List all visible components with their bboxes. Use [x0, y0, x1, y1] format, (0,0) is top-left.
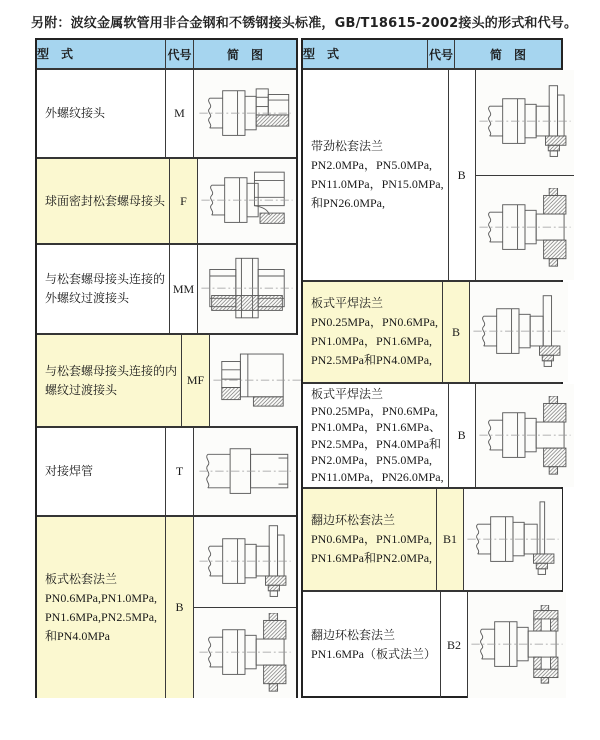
fitting-diagram-lap-flange-view — [464, 500, 562, 580]
type-line: 翻边环松套法兰 — [311, 628, 396, 642]
fitting-diagram-male-thread — [196, 74, 294, 154]
table-row — [37, 157, 296, 243]
type-line: 外螺纹过渡接头 — [45, 291, 130, 305]
table-row — [37, 243, 296, 333]
document-title: 另附：波纹金属软管用非合金钢和不锈钢接头标准，GB/T18615-2002接头的形式和代号。 — [31, 16, 578, 31]
type-line: PN0.25MPa，PN0.6MPa, — [311, 315, 439, 329]
type-line: PN1.0MPa，PN1.6MPa, — [311, 334, 433, 348]
type-cell — [303, 592, 440, 698]
code-cell: B — [448, 70, 476, 280]
type-cell — [37, 517, 165, 698]
diagram-cell — [198, 245, 296, 333]
fitting-diagram-neck-flange-section — [476, 188, 574, 268]
code-cell: MF — [181, 335, 210, 426]
diagram-frame — [468, 592, 566, 698]
table-row — [303, 280, 561, 382]
diagram-column-header: 简 图 — [226, 47, 263, 62]
type-line: PN0.6MPa，PN1.0MPa, — [311, 532, 433, 546]
diagram-cell — [464, 489, 562, 590]
code-cell: B1 — [436, 489, 464, 590]
table-row — [303, 590, 561, 698]
type-cell — [303, 489, 436, 590]
type-line: 对接焊管 — [45, 464, 94, 478]
fitting-diagram-lap-flange-section — [468, 605, 566, 685]
type-line: 与松套螺母接头连接的 — [45, 272, 166, 286]
table-header-row — [37, 40, 296, 68]
type-cell — [37, 70, 165, 157]
type-line: 螺纹过渡接头 — [45, 382, 118, 397]
fitting-diagram-female-thread — [210, 341, 308, 421]
type-line: PN11.0MPa，PN15.0MPa, — [311, 177, 444, 191]
joint-type-table-right — [301, 38, 563, 698]
diagram-frame — [194, 607, 296, 698]
code-cell: B — [448, 384, 476, 487]
diagram-cell — [194, 70, 296, 157]
type-line: PN0.6MPa,PN1.0MPa, — [45, 590, 158, 605]
code-cell: T — [165, 428, 194, 515]
table-row — [37, 68, 296, 157]
type-cell — [37, 245, 169, 333]
diagram-frame — [476, 70, 574, 175]
fitting-diagram-plate-flange-view — [196, 522, 294, 602]
type-line: PN1.6MPa,PN2.5MPa, — [45, 609, 158, 624]
diagram-frame — [194, 517, 296, 607]
type-line: 和PN26.0MPa, — [311, 196, 386, 210]
type-cell — [303, 282, 442, 382]
table-row — [303, 487, 561, 590]
code-cell: B2 — [440, 592, 468, 698]
diagram-cell — [468, 592, 566, 698]
type-line: 球面密封松套螺母接头 — [45, 193, 166, 208]
diagram-frame — [198, 245, 296, 333]
diagram-cell — [194, 428, 296, 515]
type-line: PN2.0MPa，PN5.0MPa, — [311, 158, 433, 172]
diagram-cell — [198, 159, 296, 243]
code-cell: MM — [169, 245, 198, 333]
type-line: 板式平焊法兰 — [311, 296, 384, 310]
type-cell — [37, 428, 165, 515]
fitting-diagram-weld-flange-view — [470, 292, 568, 372]
diagram-cell — [210, 335, 308, 426]
code-column-header: 代号 — [427, 40, 455, 68]
code-cell: B — [442, 282, 470, 382]
type-line: PN11.0MPa，PN26.0MPa, — [311, 469, 444, 484]
diagram-frame — [470, 282, 568, 382]
type-column-header: 型 式 — [37, 46, 74, 61]
type-line: 外螺纹接头 — [45, 106, 106, 120]
code-cell: F — [169, 159, 198, 243]
type-line: 翻边环松套法兰 — [311, 513, 396, 527]
code-cell: B — [165, 517, 194, 698]
table-row — [37, 333, 296, 426]
table-row — [37, 426, 296, 515]
code-cell: M — [165, 70, 194, 157]
diagram-frame — [194, 428, 296, 515]
type-line: 板式松套法兰 — [45, 571, 118, 586]
table-row — [303, 68, 561, 280]
diagram-frame — [476, 384, 574, 487]
diagram-column-header: 简 图 — [489, 47, 526, 62]
type-cell — [303, 384, 448, 487]
diagram-frame — [198, 159, 296, 243]
type-cell — [303, 70, 448, 280]
diagram-cell — [194, 517, 296, 698]
type-line: PN1.6MPa和PN2.0MPa, — [311, 551, 433, 565]
code-column-header: 代号 — [165, 40, 194, 68]
type-cell — [37, 335, 181, 426]
type-cell — [37, 159, 169, 243]
diagram-cell — [476, 384, 574, 487]
type-column-header: 型 式 — [303, 46, 340, 61]
fitting-diagram-plate-flange-section — [196, 613, 294, 693]
type-line: 带劲松套法兰 — [311, 139, 384, 153]
diagram-frame — [476, 175, 574, 281]
joint-type-table-left — [35, 38, 298, 698]
fitting-diagram-butt-weld — [196, 432, 294, 512]
type-line: PN1.6MPa（板式法兰） — [311, 647, 437, 661]
fitting-diagram-union-nut — [198, 161, 296, 241]
type-line: PN2.5MPa，PN4.0MPa和 — [311, 436, 442, 451]
table-header-row — [303, 40, 561, 68]
type-line: 与松套螺母接头连接的内 — [45, 363, 178, 378]
diagram-cell — [476, 70, 574, 280]
fitting-diagram-neck-flange-view — [476, 82, 574, 162]
type-line: 板式平焊法兰 — [311, 387, 384, 401]
diagram-frame — [210, 335, 308, 426]
fitting-diagram-double-male — [198, 249, 296, 329]
diagram-cell — [470, 282, 568, 382]
type-line: PN2.5MPa和PN4.0MPa, — [311, 353, 433, 367]
type-line: PN1.0MPa，PN1.6MPa、 — [311, 420, 442, 434]
table-row — [303, 382, 561, 487]
type-line: 和PN4.0MPa — [45, 628, 111, 643]
fitting-diagram-weld-flange-section — [476, 396, 574, 476]
table-row — [37, 515, 296, 698]
diagram-frame — [464, 489, 562, 590]
type-line: PN0.25MPa，PN0.6MPa, — [311, 403, 439, 418]
diagram-frame — [194, 70, 296, 157]
type-line: PN2.0MPa，PN5.0MPa, — [311, 453, 433, 467]
